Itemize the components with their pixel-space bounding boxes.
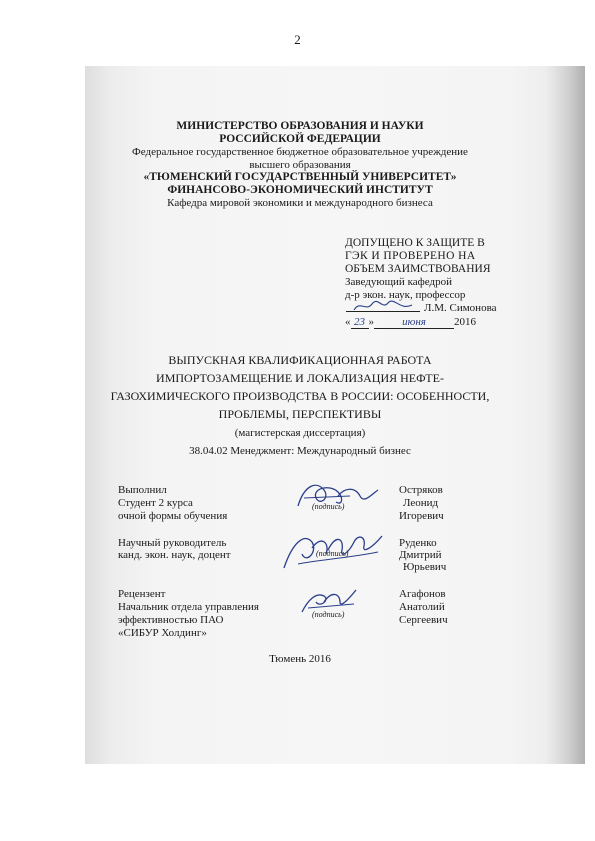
student-surname: Остряков [399,484,443,496]
approval-line-2: ГЭК И ПРОВЕРЕНО НА [345,250,476,262]
page-number: 2 [294,32,301,47]
approval-name: Л.М. Симонова [424,302,497,314]
date-quote-open: « [345,316,351,328]
reviewer-podpis: (подпись) [312,610,345,619]
date-year: 2016 [454,316,476,328]
student-role-2: Студент 2 курса [118,497,193,509]
thesis-subtitle: (магистерская диссертация) [234,427,366,439]
thesis-title-line-2: ГАЗОХИМИЧЕСКОГО ПРОИЗВОДСТВА В РОССИИ: ОСОБЕННОСТИ, [110,389,490,403]
work-type: ВЫПУСКНАЯ КВАЛИФИКАЦИОННАЯ РАБОТА [168,353,432,367]
reviewer-role-4: «СИБУР Холдинг» [118,627,207,639]
supervisor-role-1: Научный руководитель [118,537,227,549]
approval-line-3: ОБЪЕМ ЗАИМСТВОВАНИЯ [345,263,491,275]
thesis-title-line-3: ПРОБЛЕМЫ, ПЕРСПЕКТИВЫ [218,407,382,421]
student-podpis: (подпись) [312,502,345,511]
reviewer-patronymic: Сергеевич [399,614,448,626]
student-name: Леонид [403,497,439,509]
ministry-line-1: МИНИСТЕРСТВО ОБРАЗОВАНИЯ И НАУКИ [176,120,424,132]
scan-edge-shadow [545,66,585,764]
reviewer-role-1: Рецензент [118,588,166,600]
student-role-3: очной формы обучения [118,510,228,522]
institute-name: ФИНАНСОВО-ЭКОНОМИЧЕСКИЙ ИНСТИТУТ [167,184,433,196]
approval-date [345,316,476,329]
program-code: 38.04.02 Менеджмент: Международный бизнес [189,445,411,457]
date-month: июня [374,316,454,329]
university-name: «ТЮМЕНСКИЙ ГОСУДАРСТВЕННЫЙ УНИВЕРСИТЕТ» [143,171,457,183]
reviewer-role-2: Начальник отдела управления [118,601,259,613]
supervisor-patronymic: Юрьевич [403,561,447,573]
ministry-line-2: РОССИЙСКОЙ ФЕДЕРАЦИИ [219,133,381,145]
supervisor-podpis: (подпись) [316,549,349,558]
reviewer-surname: Агафонов [399,588,446,600]
approval-head-title: Заведующий кафедрой [345,276,452,288]
supervisor-role-2: канд. экон. наук, доцент [118,549,231,561]
approval-degree: д-р экон. наук, профессор [345,289,466,301]
supervisor-surname: Руденко [399,537,437,549]
institution-line-2: высшего образования [249,159,351,171]
reviewer-role-3: эффективностью ПАО [118,614,224,626]
head-signature [352,298,416,314]
supervisor-name: Дмитрий [399,549,442,561]
student-role-1: Выполнил [118,484,167,496]
city-year: Тюмень 2016 [269,653,331,665]
reviewer-name: Анатолий [399,601,445,613]
student-patronymic: Игоревич [399,510,444,522]
date-day: 23 [351,316,369,329]
department-name: Кафедра мировой экономики и международного бизнеса [167,197,433,209]
institution-line-1: Федеральное государственное бюджетное образовательное учреждение [132,146,468,158]
date-quote-close: » [368,316,374,328]
thesis-title-line-1: ИМПОРТОЗАМЕЩЕНИЕ И ЛОКАЛИЗАЦИЯ НЕФТЕ- [156,371,444,385]
approval-line-1: ДОПУЩЕНО К ЗАЩИТЕ В [345,237,485,249]
